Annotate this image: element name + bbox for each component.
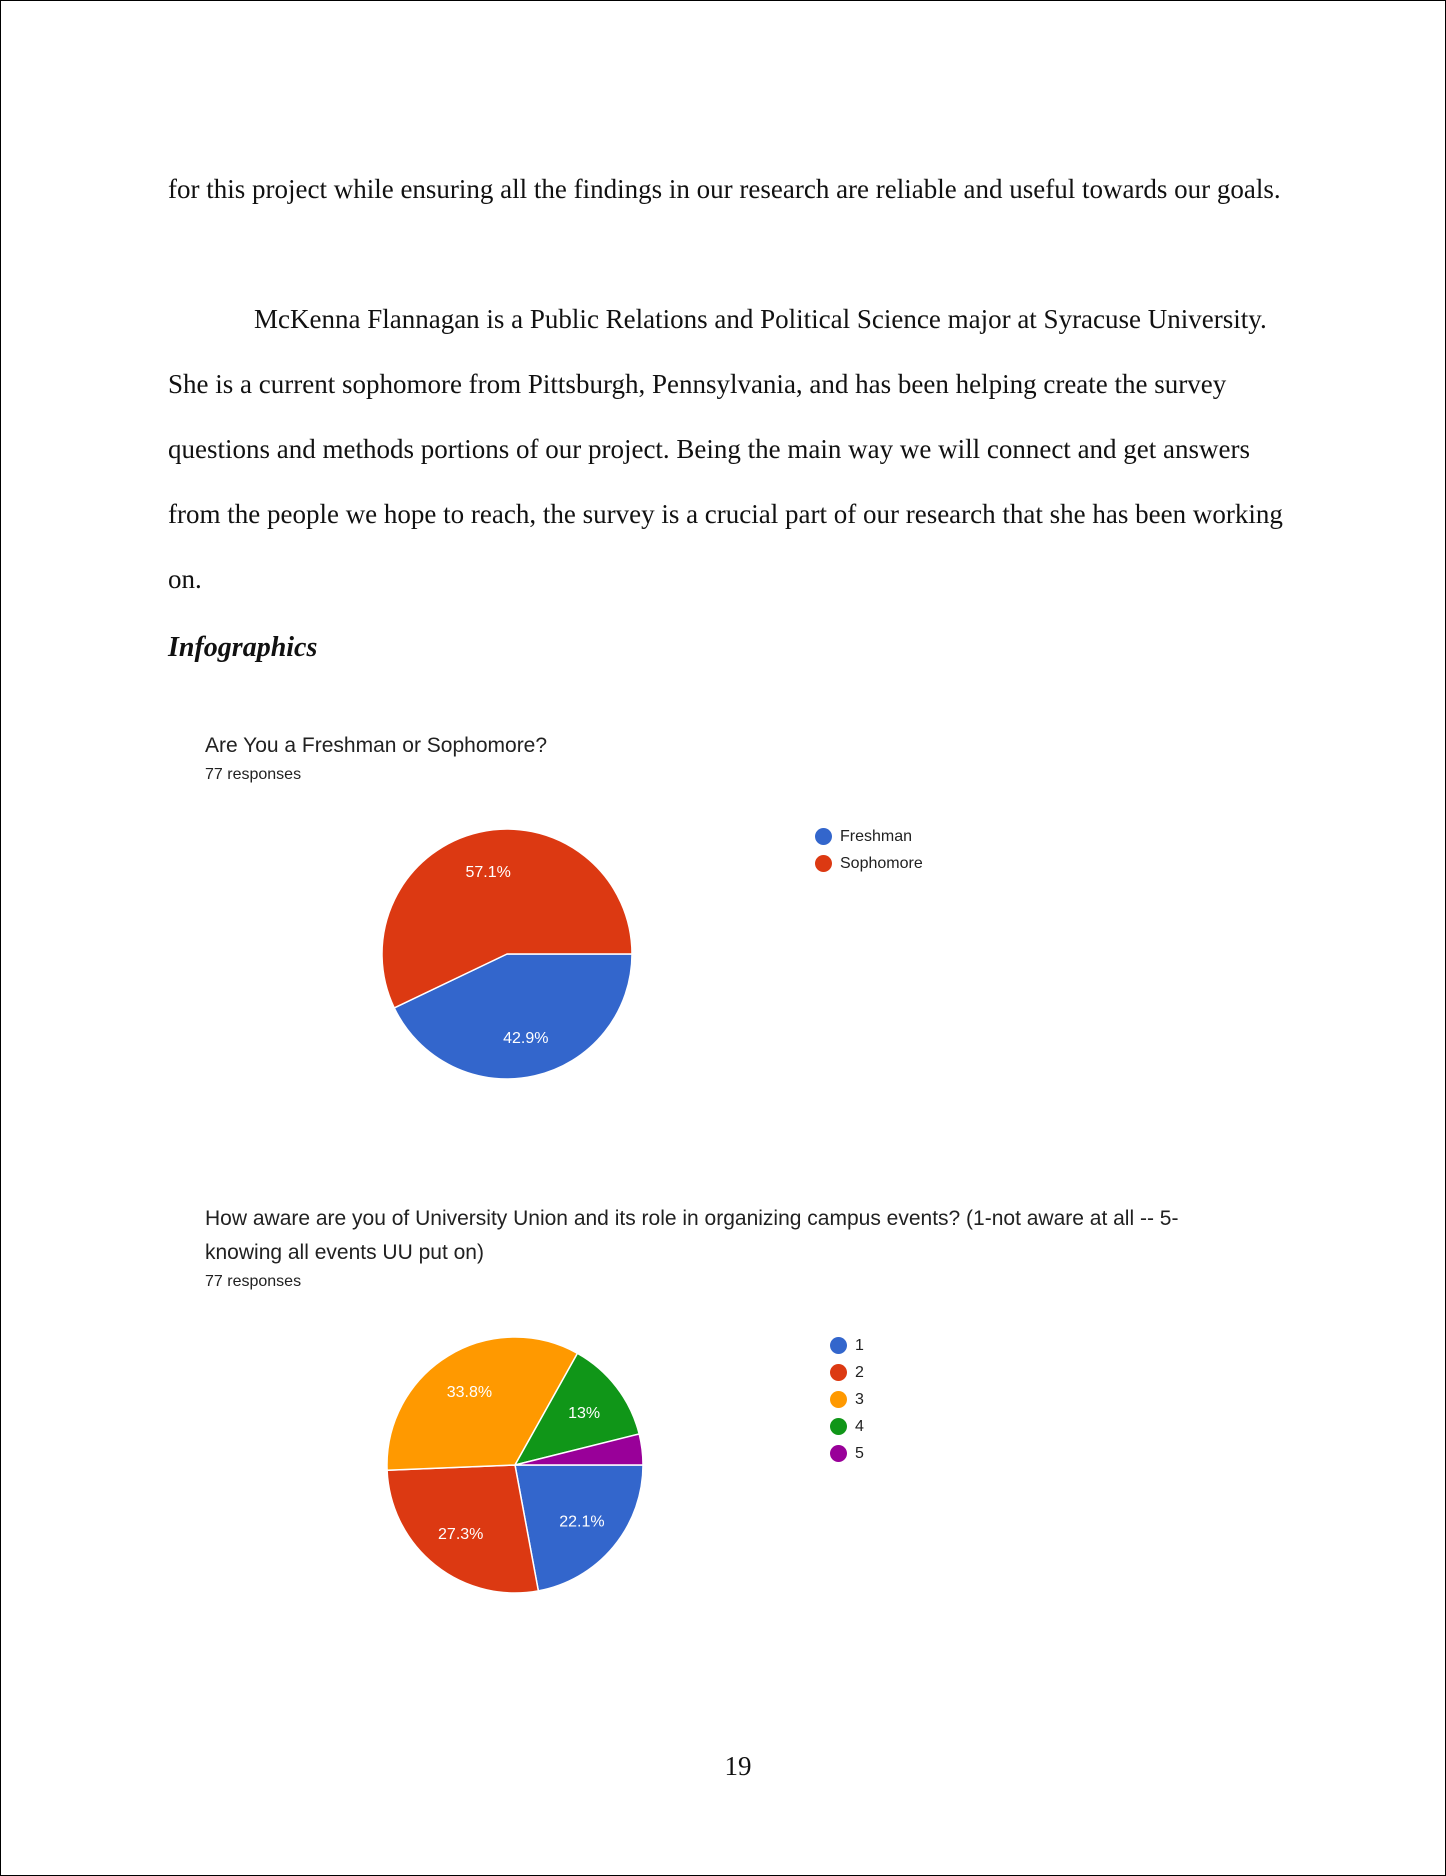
body-paragraph-1: for this project while ensuring all the findings in our research are reliable and useful towards our goals. [168, 174, 1281, 204]
chart-2-legend-item [830, 1440, 864, 1467]
legend-swatch-icon [830, 1418, 847, 1435]
legend-label: 2 [855, 1363, 864, 1381]
chart-2-legend-item [830, 1386, 864, 1413]
legend-swatch-icon [830, 1337, 847, 1354]
chart-1-title: Are You a Freshman or Sophomore? [205, 734, 548, 757]
chart-2-responses: 77 responses [205, 1273, 302, 1290]
legend-label: 5 [855, 1444, 864, 1462]
chart-1-label-Sophomore: 57.1% [465, 864, 511, 882]
chart-2-label-2: 27.3% [438, 1526, 484, 1544]
chart-1-legend-item [815, 823, 923, 850]
body-paragraph-2: McKenna Flannagan is a Public Relations and Political Science major at Syracuse University. She is a current sophomore from Pittsburgh, Pennsylvania, and has been helping create the survey questions and methods portions of our project. Being the main way we will connect and get answers from the people we hope to reach, the survey is a crucial part of our research that she has been working on. [168, 304, 1283, 594]
chart-2-label-3: 33.8% [446, 1383, 493, 1401]
legend-swatch-icon [815, 828, 832, 845]
chart-2-legend-item [830, 1332, 864, 1359]
legend-swatch-icon [830, 1445, 847, 1462]
page-number: 19 [724, 1751, 752, 1781]
chart-1-label-Freshman: 42.9% [503, 1029, 549, 1047]
chart-2-legend-item [830, 1413, 864, 1440]
legend-label: 1 [855, 1336, 864, 1354]
chart-2-label-1: 22.1% [559, 1513, 605, 1531]
legend-label: 3 [855, 1390, 864, 1408]
chart-1-legend-item [815, 850, 923, 877]
chart-1-legend [815, 823, 923, 877]
legend-swatch-icon [830, 1391, 847, 1408]
charts-canvas [1, 1, 1445, 1875]
chart-2-label-4: 13% [568, 1405, 601, 1423]
legend-swatch-icon [815, 855, 832, 872]
chart-1-responses: 77 responses [205, 766, 302, 783]
legend-label: Freshman [840, 827, 913, 845]
section-heading: Infographics [168, 632, 318, 663]
legend-label: 4 [855, 1417, 864, 1435]
legend-label: Sophomore [840, 854, 923, 872]
legend-swatch-icon [830, 1364, 847, 1381]
chart-2-legend-item [830, 1359, 864, 1386]
chart-2-title: How aware are you of University Union and its role in organizing campus events? (1-not aware at all -- 5-knowing all events UU put on) [205, 1207, 1179, 1264]
chart-2-legend [830, 1332, 864, 1467]
